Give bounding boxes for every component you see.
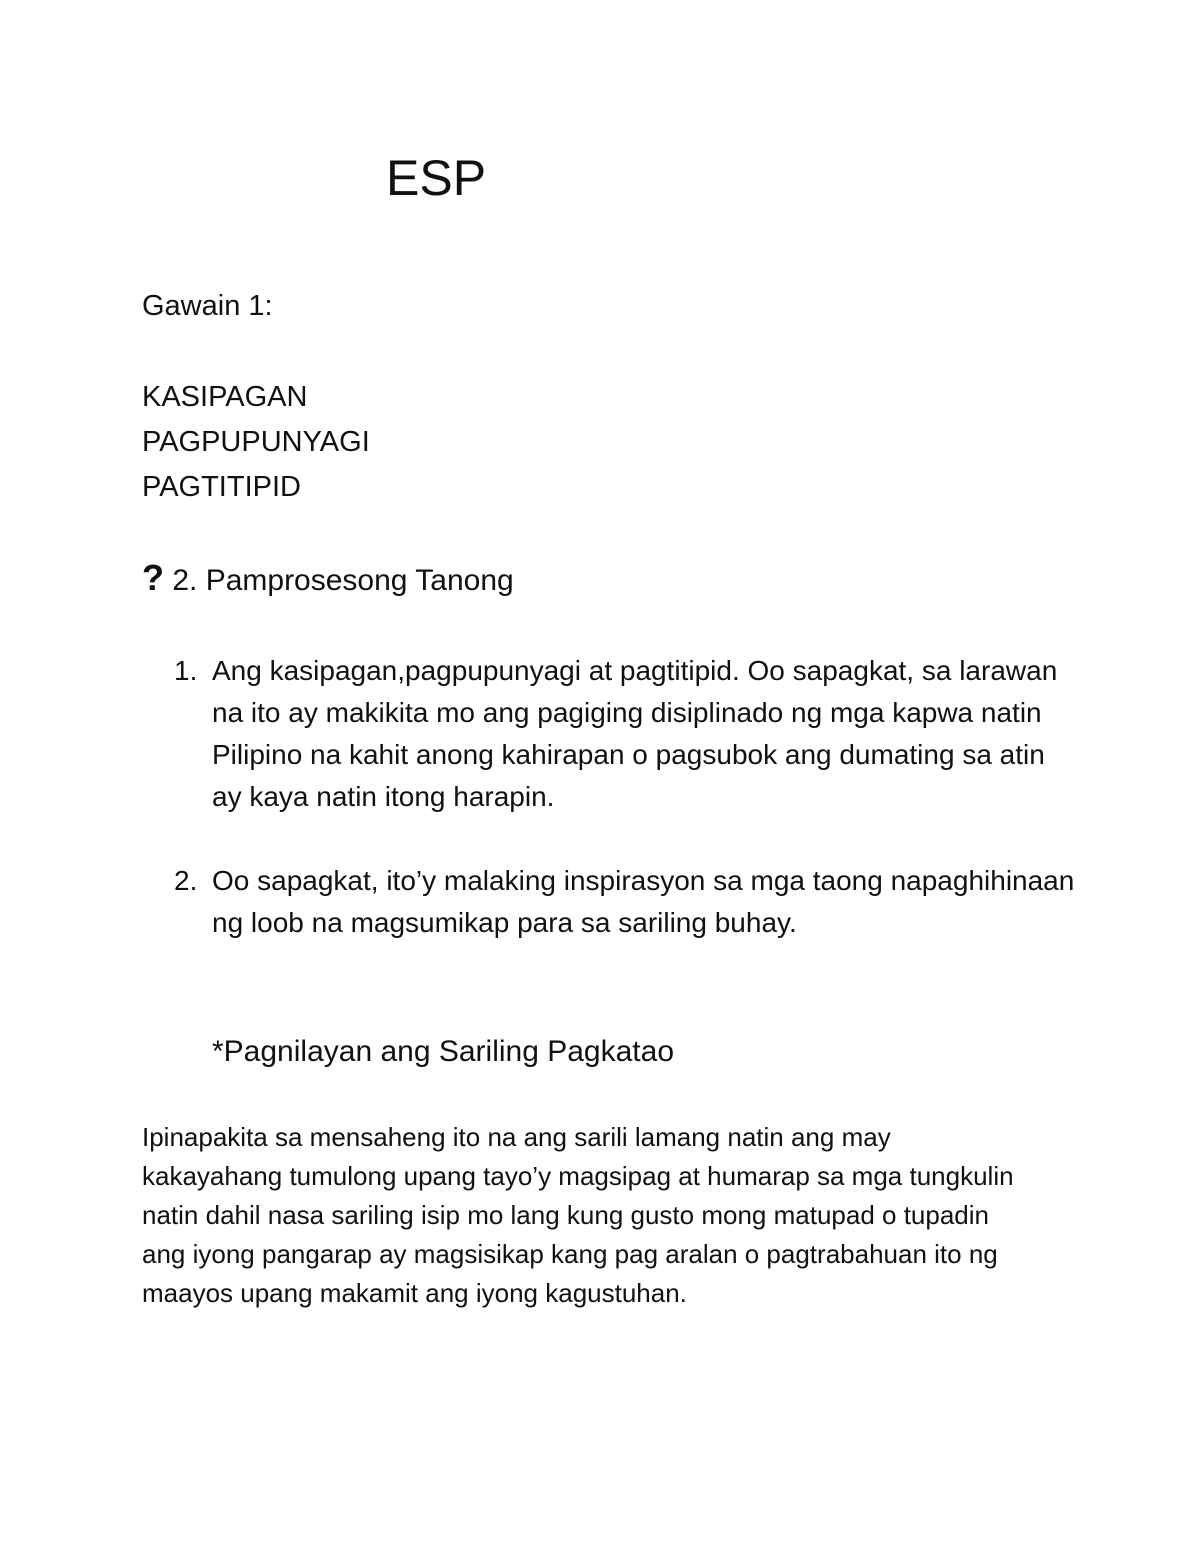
answer-item [142, 860, 1082, 944]
value-item: KASIPAGAN [142, 381, 308, 413]
value-item: PAGPUPUNYAGI [142, 426, 370, 458]
values-list [142, 375, 370, 510]
section-heading-text: 2. Pamprosesong Tanong [172, 564, 514, 597]
document-title: ESP [386, 150, 487, 206]
answer-number: 2. [174, 865, 198, 896]
answers-list [142, 650, 1082, 986]
reflection-heading: *Pagnilayan ang Sariling Pagkatao [212, 1035, 674, 1068]
answer-item [142, 650, 1082, 818]
answer-number: 1. [174, 655, 198, 686]
answer-text: Ang kasipagan,pagpupunyagi at pagtitipid. Oo sapagkat, sa larawan na ito ay makikita mo ang pagiging disiplinado ng mga kapwa natin Pilipino na kahit anong kahirapan o pagsubok ang dumating sa atin ay kaya natin itong harapin. [212, 655, 1058, 812]
question-mark-icon: ? [142, 557, 164, 598]
closing-paragraph: Ipinapakita sa mensaheng ito na ang sarili lamang natin ang may kakayahang tumulong upang tayo’y magsipag at humarap sa mga tungkulin natin dahil nasa sariling isip mo lang kung gusto mong matupad o tupadin ang iyong pangarap ay magsisikap kang pag aralan o pagtrabahuan ito ng maayos upang makamit ang iyong kagustuhan. [142, 1122, 1014, 1308]
answer-text: Oo sapagkat, ito’y malaking inspirasyon sa mga taong napaghihinaan ng loob na magsumikap para sa sariling buhay. [212, 865, 1075, 938]
activity-label: Gawain 1: [142, 290, 273, 322]
section-heading [142, 558, 514, 601]
value-item: PAGTITIPID [142, 471, 301, 503]
